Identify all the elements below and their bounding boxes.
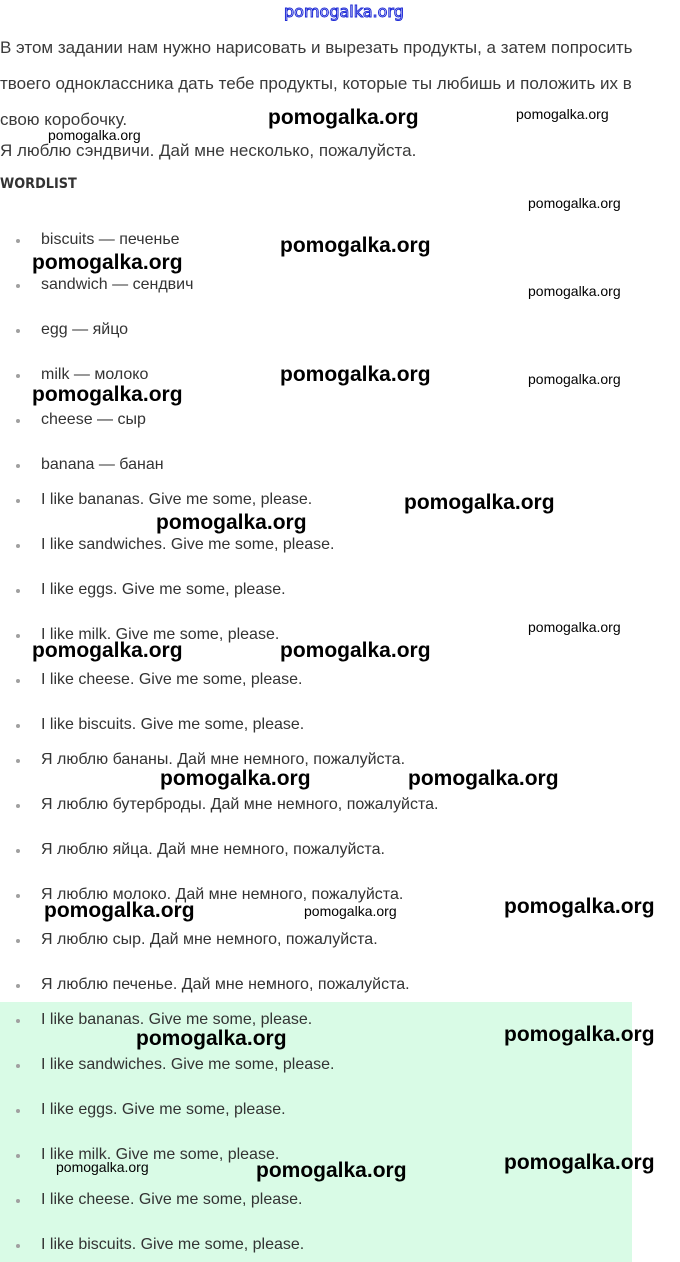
watermark: pomogalka.org [32, 383, 183, 406]
watermark: pomogalka.org [504, 1023, 655, 1046]
bullet-icon [16, 1064, 20, 1068]
watermark: pomogalka.org [32, 639, 183, 662]
watermark: pomogalka.org [528, 195, 621, 211]
bullet-icon [16, 894, 20, 898]
bullet-icon [16, 544, 20, 548]
intro-text: В этом задании нам нужно нарисовать и вырезать продукты, а затем попросить твоего одноклассника дать тебе продукты, которые ты любишь и положить их в свою коробочку. [0, 38, 633, 129]
watermark: pomogalka.org [256, 1159, 407, 1182]
watermark: pomogalka.org [48, 127, 141, 143]
watermark: pomogalka.org [56, 1159, 149, 1175]
bullet-icon [16, 374, 20, 378]
site-mark: pomogalka.org [284, 2, 404, 21]
bullet-icon [16, 1109, 20, 1113]
bullet-icon [16, 1154, 20, 1158]
bullet-icon [16, 1244, 20, 1248]
bullet-icon [16, 419, 20, 423]
bullet-icon [16, 1199, 20, 1203]
bullet-icon [16, 1019, 20, 1023]
bullet-icon [16, 284, 20, 288]
watermark: pomogalka.org [280, 639, 431, 662]
bullet-icon [16, 464, 20, 468]
bullet-icon [16, 939, 20, 943]
watermark: pomogalka.org [504, 895, 655, 918]
bullet-icon [16, 849, 20, 853]
bullet-icon [16, 239, 20, 243]
watermark: pomogalka.org [280, 234, 431, 257]
watermark: pomogalka.org [44, 899, 195, 922]
bullet-icon [16, 759, 20, 763]
watermark: pomogalka.org [528, 371, 621, 387]
bullet-icon [16, 679, 20, 683]
watermark: pomogalka.org [156, 511, 307, 534]
bullet-icon [16, 634, 20, 638]
watermark: pomogalka.org [528, 283, 621, 299]
bullet-icon [16, 984, 20, 988]
watermark: pomogalka.org [408, 767, 559, 790]
watermark: pomogalka.org [32, 251, 183, 274]
watermark: pomogalka.org [404, 491, 555, 514]
bullet-icon [16, 589, 20, 593]
example-sentence: Я люблю сэндвичи. Дай мне несколько, пожалуйста. [0, 141, 417, 160]
bullet-icon [16, 804, 20, 808]
bullet-icon [16, 499, 20, 503]
watermark: pomogalka.org [268, 106, 419, 129]
watermark: pomogalka.org [160, 767, 311, 790]
bullet-icon [16, 724, 20, 728]
watermark: pomogalka.org [136, 1027, 287, 1050]
watermark: pomogalka.org [516, 106, 609, 122]
bullet-icon [16, 329, 20, 333]
wordlist-heading: WORDLIST [0, 176, 77, 192]
watermark: pomogalka.org [304, 903, 397, 919]
watermark: pomogalka.org [280, 363, 431, 386]
watermark: pomogalka.org [528, 619, 621, 635]
watermark: pomogalka.org [504, 1151, 655, 1174]
